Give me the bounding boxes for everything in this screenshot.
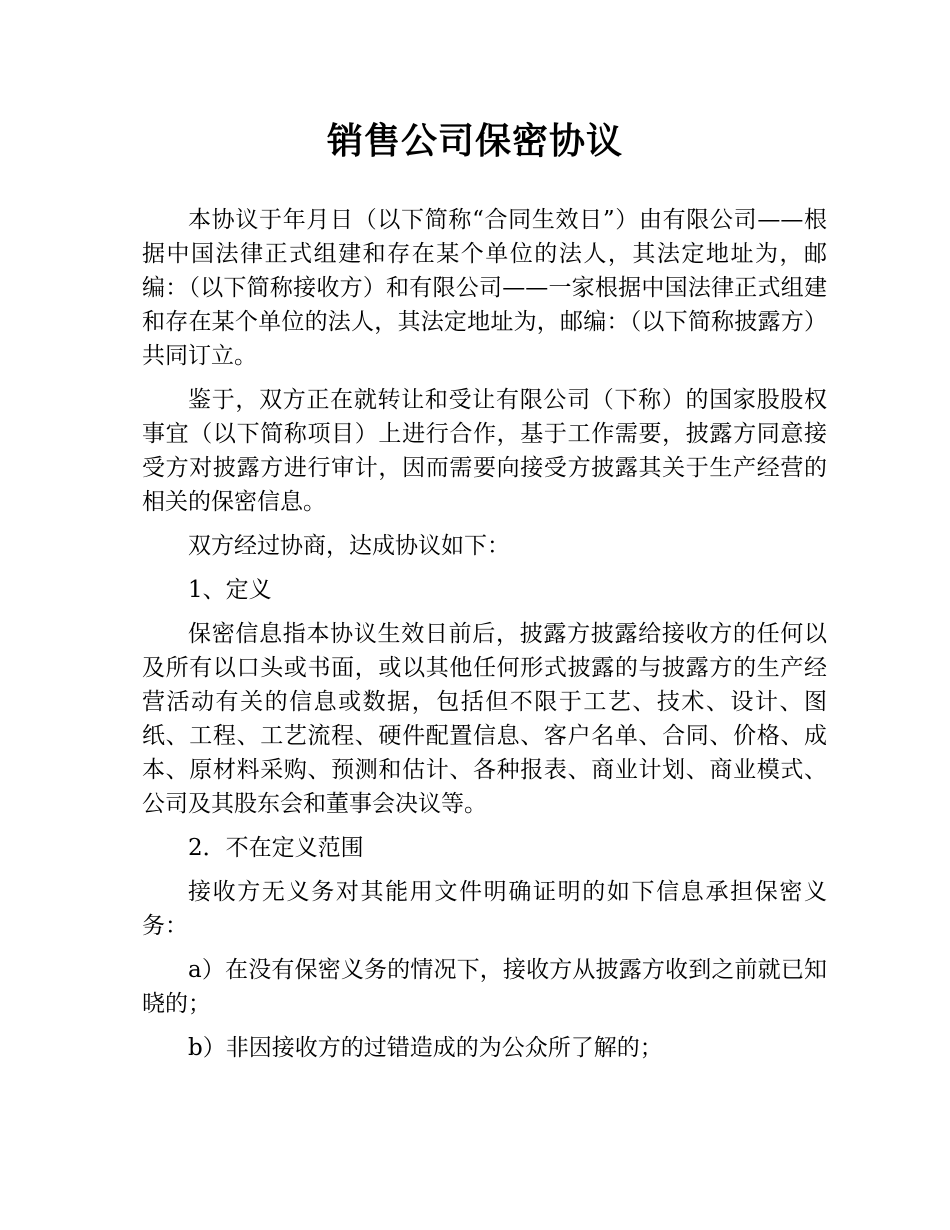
paragraph-agreement-intro: 双方经过协商，达成协议如下：: [188, 533, 510, 559]
paragraph-definition: 保密信息指本协议生效日前后，披露方披露给接收方的任何以及所有以口头或书面，或以其他任何形式披露的与披露方的生产经营活动有关的信息或数据，包括但不限于工艺、技术、设计、图纸、工程、工艺流程、硬件配置信息、客户名单、合同、价格、成本、原材料采购、预测和估计、各种报表、商业计划、商业模式、公司及其股东会和董事会决议等。: [142, 621, 827, 817]
document-title: 销售公司保密协议: [326, 121, 623, 162]
list-item-b: b）非因接收方的过错造成的为公众所了解的；: [188, 1035, 663, 1061]
paragraph-whereas: 鉴于，双方正在就转让和受让有限公司（下称）的国家股股权事宜（以下简称项目）上进行合作，基于工作需要，披露方同意接受方对披露方进行审计，因而需要向接受方披露其关于生产经营的相关的保密信息。: [142, 387, 827, 515]
paragraph-parties: 本协议于年月日（以下简称“合同生效日”）由有限公司——根据中国法律正式组建和存在某个单位的法人，其法定地址为，邮编：（以下简称接收方）和有限公司——一家根据中国法律正式组建和存在某个单位的法人，其法定地址为，邮编：（以下简称披露方）共同订立。: [142, 207, 827, 369]
section-heading-exclusions: 2．不在定义范围: [188, 835, 364, 861]
paragraph-exclusions-intro: 接收方无义务对其能用文件明确证明的如下信息承担保密义务：: [142, 879, 827, 939]
document-body: [142, 203, 827, 1075]
section-heading-definition: 1、定义: [188, 577, 272, 603]
list-item-a: a）在没有保密义务的情况下，接收方从披露方收到之前就已知晓的；: [142, 957, 827, 1017]
